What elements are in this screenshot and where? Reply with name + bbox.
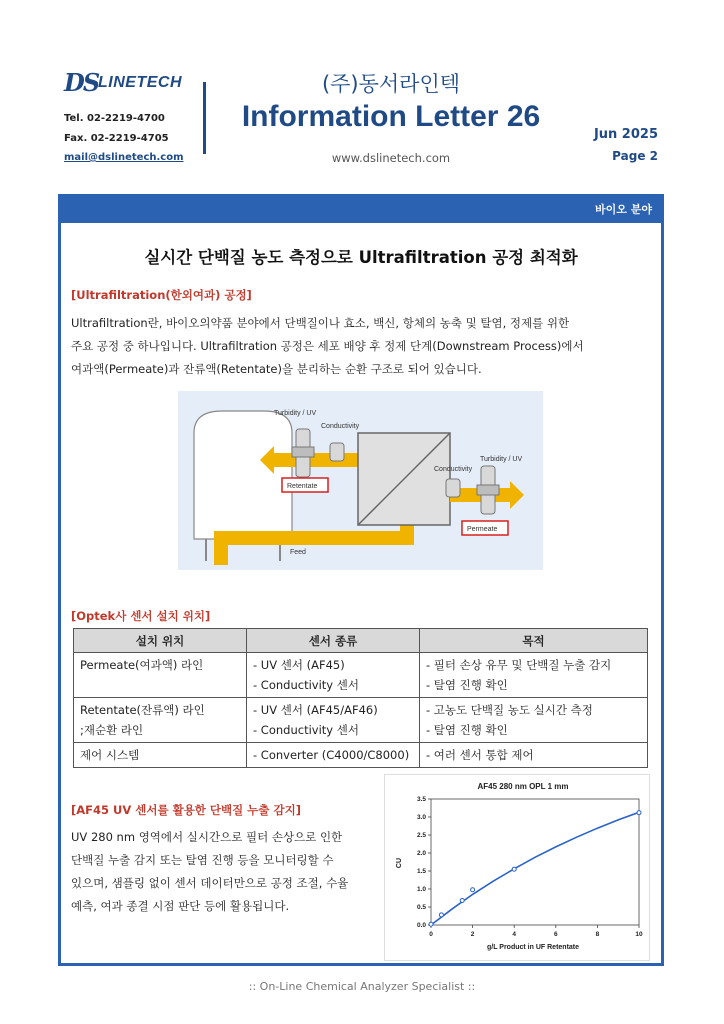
website-url[interactable]: www.dslinetech.com bbox=[331, 151, 451, 165]
table-cell-sensor bbox=[247, 653, 420, 698]
tank-shape bbox=[194, 411, 292, 539]
x-tick-label: 10 bbox=[635, 931, 643, 938]
cell-line: 제어 시스템 bbox=[80, 748, 140, 762]
chart-title: AF45 280 nm OPL 1 mm bbox=[477, 782, 569, 791]
paragraph-line: 단백질 누출 감지 또는 탈염 진행 등을 모니터링할 수 bbox=[71, 853, 334, 867]
paragraph-line: UV 280 nm 영역에서 실시간으로 필터 손상으로 인한 bbox=[71, 830, 343, 844]
feed-arrow-bottom bbox=[214, 531, 414, 545]
section-band bbox=[58, 194, 664, 223]
af45-calibration-chart bbox=[384, 774, 650, 961]
table-header-cell: 센서 종류 bbox=[247, 629, 420, 653]
article-title: 실시간 단백질 농도 측정으로 Ultrafiltration 공정 최적화 bbox=[144, 248, 578, 267]
x-tick-label: 6 bbox=[553, 931, 558, 938]
uv-sensor-left-flange bbox=[292, 447, 314, 457]
table-cell-purpose bbox=[420, 698, 648, 743]
table-header-cell: 설치 위치 bbox=[74, 629, 247, 653]
uv-sensor-right-flange bbox=[477, 485, 499, 495]
retentate-arrow-body bbox=[274, 453, 362, 467]
ultrafiltration-process-diagram bbox=[178, 391, 543, 570]
table-cell-location bbox=[74, 653, 247, 698]
conductivity-sensor-left bbox=[330, 443, 344, 461]
data-point bbox=[512, 867, 516, 871]
fit-curve-line bbox=[431, 812, 639, 925]
sensor-location-table bbox=[73, 628, 648, 768]
chart-svg bbox=[385, 775, 649, 960]
company-name: (주)동서라인텍 bbox=[321, 72, 461, 96]
paragraph-line: 여과액(Permeate)과 잔류액(Retentate)을 분리하는 순환 구조로 되어 있습니다. bbox=[71, 362, 482, 376]
section-heading-af45: [AF45 UV 센서를 활용한 단백질 누출 감지] bbox=[71, 803, 301, 817]
table-row bbox=[74, 698, 648, 743]
section-band-label: 바이오 분야 bbox=[595, 203, 652, 216]
paragraph-line: Ultrafiltration란, 바이오의약품 분야에서 단백질이나 효소, 백신, 항체의 농축 및 탈염, 정제를 위한 bbox=[71, 316, 570, 330]
feed-label: Feed bbox=[290, 549, 306, 556]
fax-text: Fax. 02-2219-4705 bbox=[64, 133, 169, 144]
y-tick-label: 1.5 bbox=[416, 868, 426, 875]
turbidity-label-left: Turbidity / UV bbox=[274, 410, 317, 417]
table-cell-location bbox=[74, 698, 247, 743]
company-logo bbox=[64, 68, 194, 98]
chart-frame bbox=[431, 799, 639, 925]
ultrafiltration-paragraph bbox=[71, 312, 647, 381]
chart-y-axis-label: CU bbox=[396, 857, 403, 869]
chart-x-axis-label: g/L Product in UF Retentate bbox=[486, 944, 580, 951]
y-tick-label: 3.5 bbox=[416, 796, 426, 803]
cell-line: Permeate(여과액) 라인 bbox=[80, 658, 204, 672]
x-tick-label: 8 bbox=[595, 931, 600, 938]
y-tick-label: 1.0 bbox=[416, 886, 426, 893]
y-tick-label: 3.0 bbox=[416, 814, 426, 821]
permeate-label: Permeate bbox=[467, 526, 498, 533]
x-tick-label: 0 bbox=[429, 931, 433, 938]
data-point bbox=[637, 811, 641, 815]
x-tick-label: 4 bbox=[512, 931, 517, 938]
table-header-row bbox=[74, 629, 648, 653]
data-point bbox=[471, 888, 475, 892]
chart-plot-area bbox=[417, 796, 643, 938]
turbidity-label-right: Turbidity / UV bbox=[480, 456, 523, 463]
section-heading-ultrafiltration: [Ultrafiltration(한외여과) 공정] bbox=[71, 288, 252, 302]
feed-arrow-down bbox=[214, 531, 228, 565]
data-point bbox=[439, 913, 443, 917]
process-diagram-svg bbox=[178, 391, 543, 570]
issue-date: Jun 2025 bbox=[593, 127, 658, 142]
table-cell-sensor bbox=[247, 743, 420, 768]
cell-line: - 탈염 진행 확인 bbox=[426, 678, 508, 692]
cell-line: - 여러 센서 통합 제어 bbox=[426, 748, 534, 762]
y-tick-label: 0.0 bbox=[416, 922, 426, 929]
email-link[interactable]: mail@dslinetech.com bbox=[64, 152, 184, 163]
table-header-cell: 목적 bbox=[420, 629, 648, 653]
cell-line: - UV 센서 (AF45/AF46) bbox=[253, 703, 378, 717]
table-cell-purpose bbox=[420, 743, 648, 768]
conductivity-label-right: Conductivity bbox=[434, 466, 473, 473]
table-row bbox=[74, 653, 648, 698]
newsletter-title: Information Letter 26 bbox=[241, 100, 541, 133]
table-row bbox=[74, 743, 648, 768]
table-cell-sensor bbox=[247, 698, 420, 743]
cell-line: Retentate(잔류액) 라인 bbox=[80, 703, 205, 717]
table-cell-purpose bbox=[420, 653, 648, 698]
x-tick-label: 2 bbox=[470, 931, 475, 938]
permeate-arrow-head bbox=[510, 481, 524, 509]
cell-line: - 탈염 진행 확인 bbox=[426, 723, 508, 737]
cell-line: - UV 센서 (AF45) bbox=[253, 658, 345, 672]
y-tick-label: 2.0 bbox=[416, 850, 426, 857]
table-cell-location bbox=[74, 743, 247, 768]
data-point bbox=[429, 922, 433, 926]
cell-line: - Conductivity 센서 bbox=[253, 723, 359, 737]
paragraph-line: 주요 공정 중 하나입니다. Ultrafiltration 공정은 세포 배양 후 정제 단계(Downstream Process)에서 bbox=[71, 339, 584, 353]
y-tick-label: 0.5 bbox=[416, 904, 426, 911]
conductivity-sensor-right bbox=[446, 479, 460, 497]
paragraph-line: 예측, 여과 종결 시점 판단 등에 활용됩니다. bbox=[71, 899, 290, 913]
cell-line: - 고농도 단백질 농도 실시간 측정 bbox=[426, 703, 593, 717]
page-number: Page 2 bbox=[612, 149, 658, 163]
tel-text: Tel. 02-2219-4700 bbox=[64, 113, 165, 124]
logo-ds-mark: DS bbox=[64, 68, 99, 97]
y-tick-label: 2.5 bbox=[416, 832, 426, 839]
cell-line: - 필터 손상 유무 및 단백질 누출 감지 bbox=[426, 658, 612, 672]
logo-text: LINETECH bbox=[98, 74, 182, 91]
cell-line: ;재순환 라인 bbox=[80, 723, 144, 737]
paragraph-line: 있으며, 샘플링 없이 센서 데이터만으로 공정 조절, 수율 bbox=[71, 876, 349, 890]
data-point bbox=[460, 899, 464, 903]
section-heading-sensor-location: [Optek사 센서 설치 위치] bbox=[71, 609, 211, 623]
retentate-label: Retentate bbox=[287, 483, 318, 490]
cell-line: - Conductivity 센서 bbox=[253, 678, 359, 692]
cell-line: - Converter (C4000/C8000) bbox=[253, 748, 410, 762]
af45-paragraph bbox=[71, 826, 401, 918]
conductivity-label-left: Conductivity bbox=[321, 423, 360, 430]
footer-tagline: :: On-Line Chemical Analyzer Specialist :: bbox=[248, 980, 476, 993]
